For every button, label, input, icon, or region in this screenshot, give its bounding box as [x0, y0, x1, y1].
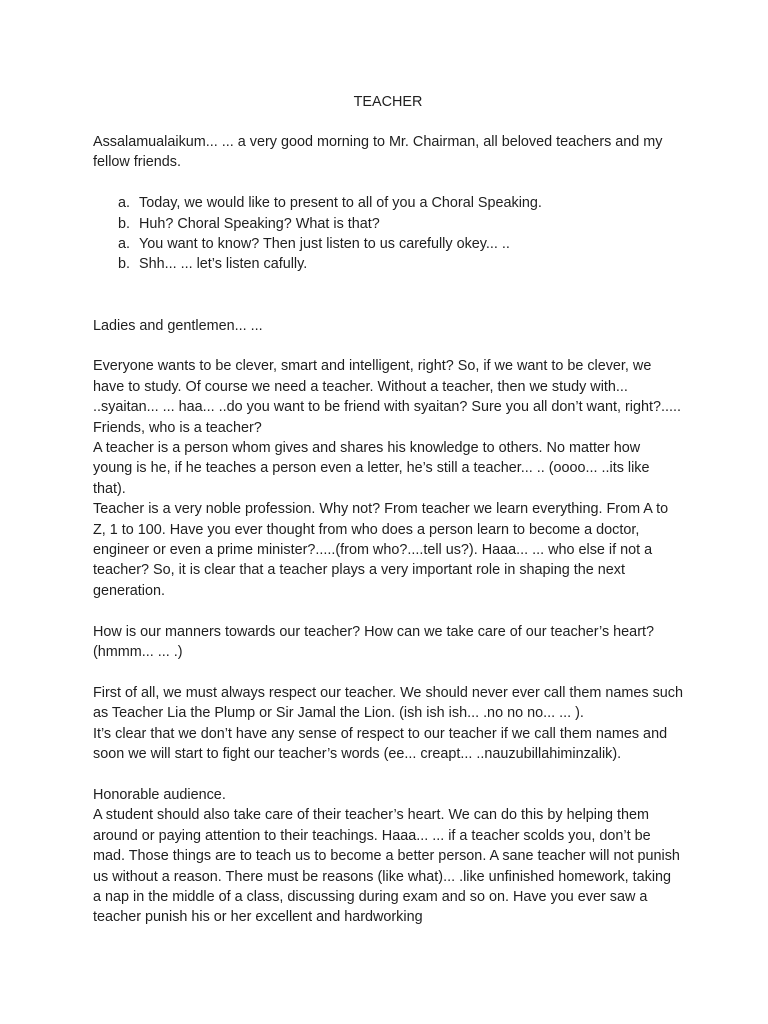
noble-paragraph: Teacher is a very noble profession. Why not? From teacher we learn everything. From A to Z, 1 to 100. Have you ever thought from who does a person learn to become a doctor, engineer or even a prime minister?.....(from who?....tell us?). Haaa... ... who else if not a teacher? So, it is clear that a teacher plays a very important role in shaping the next generation. [93, 501, 669, 599]
friends-paragraph: Friends, who is a teacher? [93, 419, 262, 436]
list-marker: a. [118, 236, 131, 253]
document-title: TEACHER [353, 94, 423, 110]
list-marker: a. [118, 195, 131, 212]
intro-paragraph: Assalamualaikum... ... a very good morning to Mr. Chairman, all beloved teachers and my fellow friends. [93, 134, 663, 171]
list-item [118, 214, 683, 234]
list-item-text: Huh? Choral Speaking? What is that? [139, 215, 380, 232]
ladies-paragraph: Ladies and gentlemen... ... [93, 317, 263, 334]
teacher-person-paragraph: A teacher is a person whom gives and shares his knowledge to others. No matter how young is he, if he teaches a person even a letter, he’s still a teacher... .. (oooo... ..its like that). [93, 440, 650, 497]
list-item-text: You want to know? Then just listen to us carefully okey... .. [139, 236, 510, 253]
list-item-text: Today, we would like to present to all of you a Choral Speaking. [139, 195, 542, 212]
first-paragraph: First of all, we must always respect our teacher. We should never ever call them names such as Teacher Lia the Plump or Sir Jamal the Lion. (ish ish ish... .no no no... ... ). [93, 684, 684, 722]
manners-paragraph: How is our manners towards our teacher? How can we take care of our teacher’s heart?(hmmm... ... .) [93, 623, 654, 661]
document-body [93, 132, 683, 928]
list-item [118, 254, 683, 274]
everyone-paragraph: Everyone wants to be clever, smart and intelligent, right? So, if we want to be clever, we have to study. Of course we need a teacher. Without a teacher, then we study with... ..syaitan... ... haa... ..do you want to be friend with syaitan? Sure you all don’t want, right?..... [93, 358, 681, 416]
dialogue-list [118, 193, 683, 275]
list-marker: b. [118, 256, 131, 273]
list-item [118, 234, 683, 254]
clear-paragraph: It’s clear that we don’t have any sense of respect to our teacher if we call them names and soon we will start to fight our teacher’s words (ee... creapt... ..nauzubillahiminzalik). [93, 725, 668, 763]
list-item-text: Shh... ... let’s listen cafully. [139, 256, 308, 273]
student-paragraph: A student should also take care of their teacher’s heart. We can do this by helping them around or paying attention to their teachings. Haaa... ... if a teacher scolds you, don’t be mad. Those things are to teach us to become a better person. A sane teacher will not punish us without a reason. There must be reasons (like what)... .like unfinished homework, taking a nap in the middle of a class, discussing during exam and so on. Have you ever saw a teacher punish his or her excellent and hardworking [93, 807, 680, 926]
list-item [118, 193, 683, 213]
honorable-paragraph: Honorable audience. [93, 786, 226, 803]
list-marker: b. [118, 215, 131, 232]
